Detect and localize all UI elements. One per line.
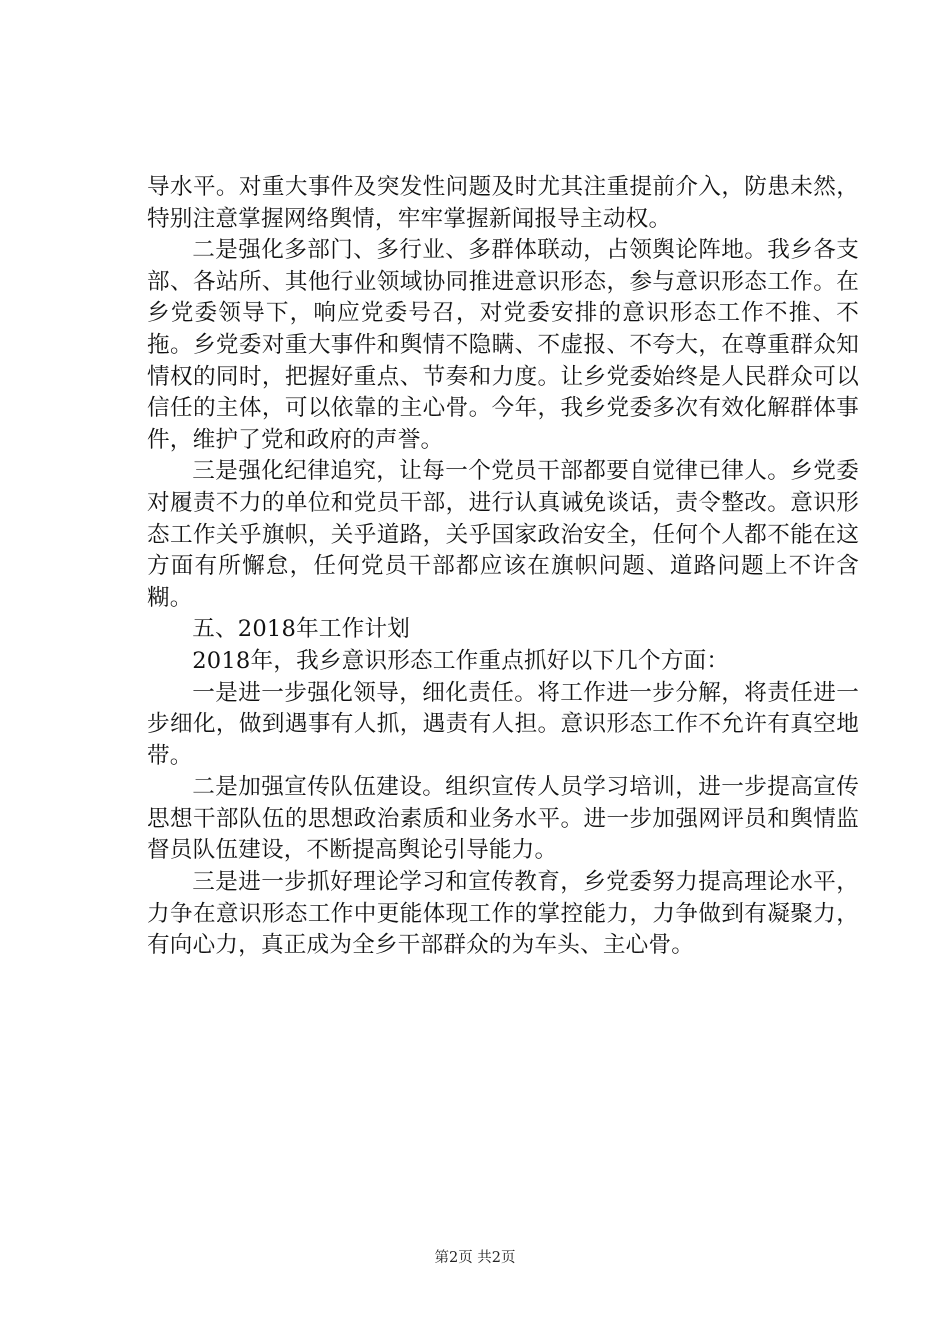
paragraph-plan-one: 一是进一步强化领导，细化责任。将工作进一步分解，将责任进一步细化，做到遇事有人抓，遇责有人担。意识形态工作不允许有真空地带。: [147, 679, 859, 769]
page-number-footer: 第2页 共2页: [434, 1250, 516, 1266]
document-body: [147, 172, 859, 962]
paragraph-plan-intro: 2018年，我乡意识形态工作重点抓好以下几个方面：: [192, 647, 730, 674]
section-heading: 五、2018年工作计划: [192, 616, 411, 643]
paragraph-item-two: 二是强化多部门、多行业、多群体联动，占领舆论阵地。我乡各支部、各站所、其他行业领域协同推进意识形态，参与意识形态工作。在乡党委领导下，响应党委号召，对党委安排的意识形态工作不推、不拖。乡党委对重大事件和舆情不隐瞒、不虚报、不夸大，在尊重群众知情权的同时，把握好重点、节奏和力度。让乡党委始终是人民群众可以信任的主体，可以依靠的主心骨。今年，我乡党委多次有效化解群体事件，维护了党和政府的声誉。: [147, 237, 859, 453]
paragraph-plan-three: 三是进一步抓好理论学习和宣传教育，乡党委努力提高理论水平，力争在意识形态工作中更能体现工作的掌控能力，力争做到有凝聚力，有向心力，真正成为全乡干部群众的为车头、主心骨。: [147, 869, 859, 959]
paragraph-continuation: 导水平。对重大事件及突发性问题及时尤其注重提前介入，防患未然，特别注意掌握网络舆情，牢牢掌握新闻报导主动权。: [147, 174, 859, 232]
paragraph-item-three: 三是强化纪律追究，让每一个党员干部都要自觉律已律人。乡党委对履责不力的单位和党员干部，进行认真诫免谈话，责令整改。意识形态工作关乎旗帜，关乎道路，关乎国家政治安全，任何个人都不能在这方面有所懈怠，任何党员干部都应该在旗帜问题、道路问题上不许含糊。: [147, 458, 859, 611]
paragraph-plan-two: 二是加强宣传队伍建设。组织宣传人员学习培训，进一步提高宣传思想干部队伍的思想政治素质和业务水平。进一步加强网评员和舆情监督员队伍建设，不断提高舆论引导能力。: [147, 774, 859, 864]
